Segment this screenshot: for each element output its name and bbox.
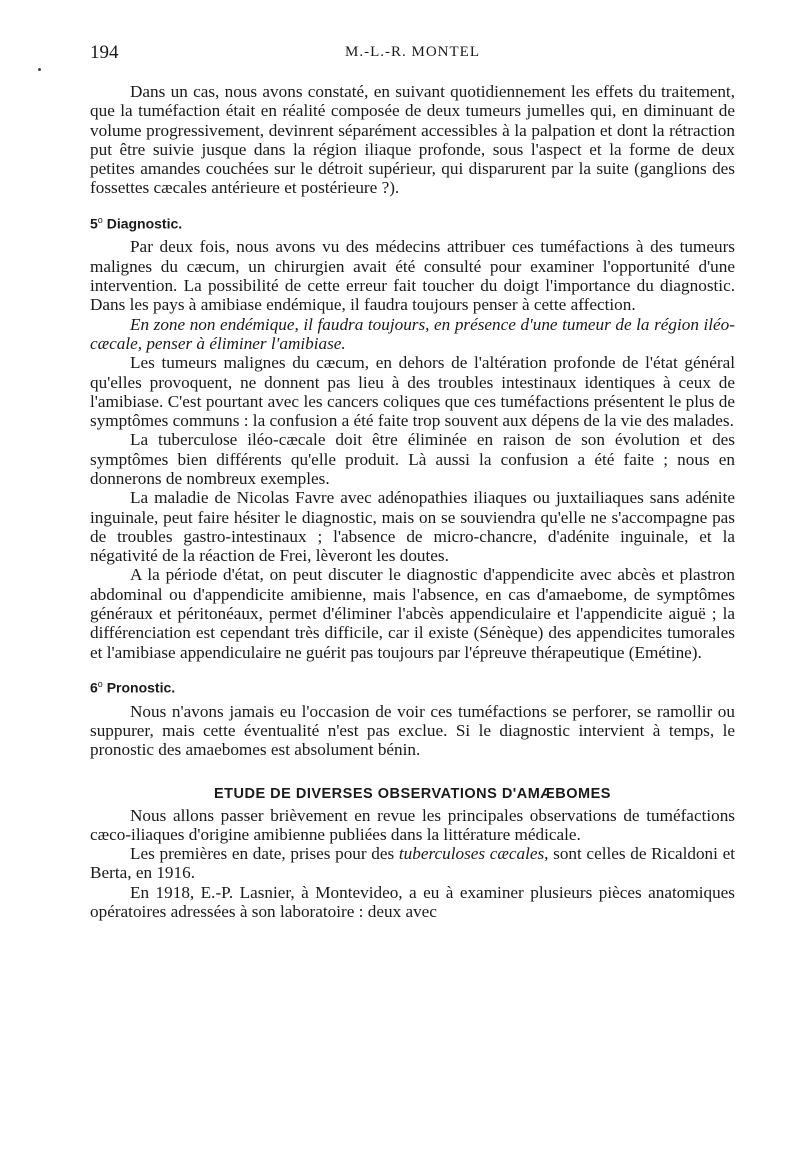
paragraph: Nous allons passer brièvement en revue les principales observations de tuméfactions cæco-iliaques d'origine amibienne publiées dans la littérature médicale. [90, 805, 735, 844]
paragraph: Par deux fois, nous avons vu des médecins attribuer ces tuméfactions à des tumeurs malignes du cæcum, un chirurgien avait été consulté pour examiner l'opportunité d'une intervention. La possibilité de cette erreur fait toucher du doigt l'importance du diagnostic. Dans les pays à amibiase endémique, il faudra toujours penser à cette affection. [90, 237, 735, 315]
paragraph: Nous n'avons jamais eu l'occasion de voir ces tuméfactions se perforer, se ramollir ou suppurer, mais cette éventualité n'est pas exclue. Si le diagnostic intervient à temps, le pronostic des amaebomes est absolument bénin. [90, 701, 735, 760]
paragraph: Les premières en date, prises pour des tuberculoses cæcales, sont celles de Ricaldoni et Berta, en 1916. [90, 844, 735, 883]
paragraph: Dans un cas, nous avons constaté, en suivant quotidiennement les effets du traitement, que la tuméfaction était en réalité composée de deux tumeurs jumelles qui, en diminuant de volume progressivement, devinrent séparément accessibles à la palpation et dont la rétraction put être suivie jusque dans la région iliaque profonde, sous l'aspect et la forme de deux petites amandes couchées sur le détroit supérieur, qui disparurent par la suite (ganglions des fossettes cæcales antérieure et postérieure ?). [90, 82, 735, 198]
paragraph: Les tumeurs malignes du cæcum, en dehors de l'altération profonde de l'état général qu'elles provoquent, ne donnent pas lieu à des troubles intestinaux identiques à ceux de l'amibiase. C'est pourtant avec les cancers coliques que ces tuméfactions présentent le plus de symptômes communs : la confusion a été faite trop souvent aux dépens de la vie des malades. [90, 353, 735, 431]
paragraph: En 1918, E.-P. Lasnier, à Montevideo, a eu à examiner plusieurs pièces anatomiques opératoires adressées à son laboratoire : deux avec [90, 882, 735, 921]
page-header [90, 42, 735, 66]
paragraph: La tuberculose iléo-cæcale doit être éliminée en raison de son évolution et des symptômes bien différents qu'elle produit. Là aussi la confusion a été faite ; nous en donnerons de nombreux exemples. [90, 430, 735, 488]
running-title: M.-L.-R. MONTEL [345, 44, 480, 60]
print-speck [38, 68, 41, 71]
section-heading-pronostic: 6$^o$ Pronostic. [90, 678, 176, 696]
paragraph: La maladie de Nicolas Favre avec adénopathies iliaques ou juxtailiaques sans adénite inguinale, peut faire hésiter le diagnostic, mais on se souviendra qu'elle ne s'accompagne pas de troubles gastro-intestinaux ; l'absence de micro-chancre, d'adénite inguinale, et la négativité de la réaction de Frei, lèveront les doutes. [90, 488, 735, 566]
section-heading-diagnostic: 5$^o$ Diagnostic. [90, 214, 183, 232]
chapter-heading: ETUDE DE DIVERSES OBSERVATIONS D'AMÆBOMES [214, 785, 611, 802]
page-body [90, 82, 735, 921]
paragraph-italic: En zone non endémique, il faudra toujours, en présence d'une tumeur de la région iléo-cæcale, penser à éliminer l'amibiase. [90, 314, 735, 353]
paragraph: A la période d'état, on peut discuter le diagnostic d'appendicite avec abcès et plastron abdominal ou d'appendicite amibienne, mais l'absence, en cas d'amaebome, de symptômes généraux et péritonéaux, permet d'éliminer l'abcès appendiculaire et l'appendicite aiguë ; la différenciation est cependant très difficile, car il existe (Sénèque) des appendicites tumorales et l'amibiase appendiculaire ne guérit pas toujours par l'épreuve thérapeutique (Emétine). [90, 565, 735, 662]
page-number: 194 [90, 42, 119, 63]
